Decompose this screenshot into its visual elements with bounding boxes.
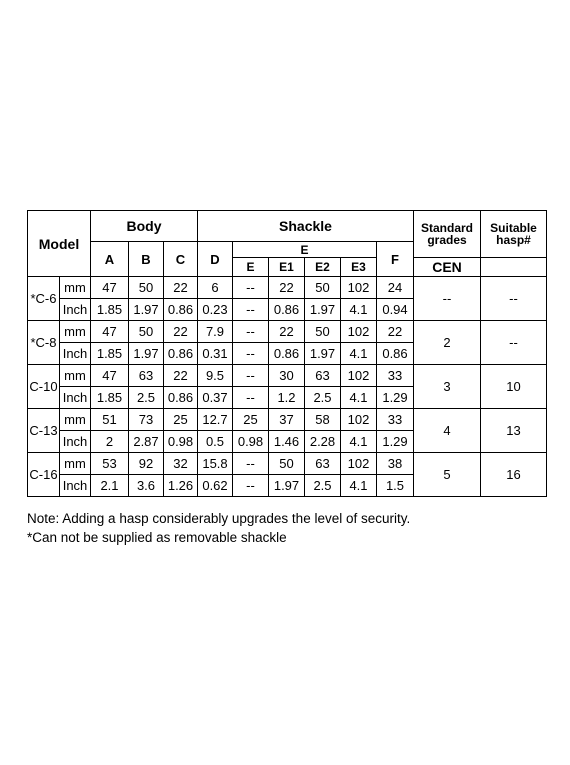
- col-c-header: C: [164, 242, 198, 277]
- value-cell: 0.31: [198, 343, 233, 365]
- value-cell: 1.97: [305, 343, 341, 365]
- value-cell: 22: [377, 321, 414, 343]
- value-cell: --: [233, 387, 269, 409]
- hasp-cell: 13: [481, 409, 547, 453]
- value-cell: 63: [305, 453, 341, 475]
- value-cell: 4.1: [341, 475, 377, 497]
- value-cell: 102: [341, 321, 377, 343]
- value-cell: --: [233, 299, 269, 321]
- col-f-header: F: [377, 242, 414, 277]
- value-cell: 0.5: [198, 431, 233, 453]
- value-cell: 15.8: [198, 453, 233, 475]
- note-removable-shackle: *Can not be supplied as removable shackle: [27, 530, 287, 545]
- value-cell: 25: [164, 409, 198, 431]
- value-cell: 22: [164, 277, 198, 299]
- value-cell: 50: [269, 453, 305, 475]
- table-row: [28, 409, 547, 431]
- value-cell: 38: [377, 453, 414, 475]
- value-cell: 47: [91, 365, 129, 387]
- unit-cell: mm: [60, 365, 91, 387]
- value-cell: 102: [341, 277, 377, 299]
- value-cell: 50: [305, 277, 341, 299]
- value-cell: 1.5: [377, 475, 414, 497]
- value-cell: 1.85: [91, 299, 129, 321]
- value-cell: 22: [269, 277, 305, 299]
- value-cell: 1.46: [269, 431, 305, 453]
- value-cell: 47: [91, 321, 129, 343]
- cen-grade-cell: 4: [414, 409, 481, 453]
- value-cell: 1.29: [377, 387, 414, 409]
- value-cell: 2: [91, 431, 129, 453]
- value-cell: 1.26: [164, 475, 198, 497]
- specification-table: [27, 210, 547, 497]
- value-cell: 50: [129, 277, 164, 299]
- value-cell: 2.28: [305, 431, 341, 453]
- col-e1-header: E1: [269, 258, 305, 277]
- unit-cell: Inch: [60, 475, 91, 497]
- suitable-hasp-header: Suitable hasp#: [481, 211, 547, 258]
- value-cell: 2.5: [129, 387, 164, 409]
- value-cell: 102: [341, 365, 377, 387]
- empty-cell: [481, 258, 547, 277]
- col-a-header: A: [91, 242, 129, 277]
- value-cell: 0.86: [164, 387, 198, 409]
- table-row: [28, 453, 547, 475]
- model-name-cell: C-13: [28, 409, 60, 453]
- value-cell: 9.5: [198, 365, 233, 387]
- value-cell: 50: [305, 321, 341, 343]
- col-b-header: B: [129, 242, 164, 277]
- value-cell: 0.62: [198, 475, 233, 497]
- value-cell: 22: [269, 321, 305, 343]
- hasp-cell: --: [481, 321, 547, 365]
- table-row: [28, 321, 547, 343]
- value-cell: 2.87: [129, 431, 164, 453]
- value-cell: 22: [164, 365, 198, 387]
- value-cell: 0.86: [269, 343, 305, 365]
- model-header: Model: [28, 211, 91, 277]
- model-name-cell: C-10: [28, 365, 60, 409]
- shackle-header: Shackle: [198, 211, 414, 242]
- value-cell: 0.86: [377, 343, 414, 365]
- col-e-group-header: E: [233, 242, 377, 258]
- value-cell: 102: [341, 409, 377, 431]
- value-cell: 7.9: [198, 321, 233, 343]
- value-cell: --: [233, 343, 269, 365]
- unit-cell: mm: [60, 321, 91, 343]
- value-cell: 53: [91, 453, 129, 475]
- unit-cell: Inch: [60, 387, 91, 409]
- value-cell: 1.97: [129, 343, 164, 365]
- table-body: [28, 211, 547, 497]
- unit-cell: Inch: [60, 431, 91, 453]
- value-cell: 6: [198, 277, 233, 299]
- value-cell: 0.86: [269, 299, 305, 321]
- value-cell: 1.97: [129, 299, 164, 321]
- value-cell: --: [233, 453, 269, 475]
- value-cell: --: [233, 321, 269, 343]
- value-cell: 3.6: [129, 475, 164, 497]
- value-cell: 1.2: [269, 387, 305, 409]
- cen-grade-cell: 2: [414, 321, 481, 365]
- value-cell: 2.5: [305, 387, 341, 409]
- value-cell: 30: [269, 365, 305, 387]
- value-cell: 47: [91, 277, 129, 299]
- model-name-cell: *C-8: [28, 321, 60, 365]
- value-cell: 63: [129, 365, 164, 387]
- model-name-cell: C-16: [28, 453, 60, 497]
- value-cell: 50: [129, 321, 164, 343]
- unit-cell: Inch: [60, 343, 91, 365]
- value-cell: 4.1: [341, 343, 377, 365]
- value-cell: 0.94: [377, 299, 414, 321]
- value-cell: 22: [164, 321, 198, 343]
- value-cell: 58: [305, 409, 341, 431]
- hasp-cell: --: [481, 277, 547, 321]
- unit-cell: mm: [60, 277, 91, 299]
- body-header: Body: [91, 211, 198, 242]
- value-cell: 0.23: [198, 299, 233, 321]
- unit-cell: Inch: [60, 299, 91, 321]
- value-cell: 1.85: [91, 387, 129, 409]
- value-cell: 0.98: [164, 431, 198, 453]
- unit-cell: mm: [60, 453, 91, 475]
- value-cell: 25: [233, 409, 269, 431]
- col-e3-header: E3: [341, 258, 377, 277]
- cen-grade-cell: 5: [414, 453, 481, 497]
- value-cell: 63: [305, 365, 341, 387]
- col-e2-header: E2: [305, 258, 341, 277]
- value-cell: 37: [269, 409, 305, 431]
- value-cell: 12.7: [198, 409, 233, 431]
- cen-grade-cell: --: [414, 277, 481, 321]
- value-cell: --: [233, 365, 269, 387]
- table-row: [28, 277, 547, 299]
- note-hasp: Note: Adding a hasp considerably upgrades the level of security.: [27, 511, 411, 526]
- model-name-cell: *C-6: [28, 277, 60, 321]
- value-cell: 33: [377, 365, 414, 387]
- table-row: [28, 365, 547, 387]
- value-cell: 2.5: [305, 475, 341, 497]
- cen-header: CEN: [414, 258, 481, 277]
- value-cell: 4.1: [341, 431, 377, 453]
- value-cell: 4.1: [341, 387, 377, 409]
- value-cell: 4.1: [341, 299, 377, 321]
- value-cell: 92: [129, 453, 164, 475]
- col-d-header: D: [198, 242, 233, 277]
- value-cell: 24: [377, 277, 414, 299]
- value-cell: 1.97: [269, 475, 305, 497]
- value-cell: 32: [164, 453, 198, 475]
- hasp-cell: 16: [481, 453, 547, 497]
- cen-grade-cell: 3: [414, 365, 481, 409]
- header-row-1: [28, 211, 547, 242]
- value-cell: --: [233, 277, 269, 299]
- value-cell: 73: [129, 409, 164, 431]
- unit-cell: mm: [60, 409, 91, 431]
- value-cell: 0.98: [233, 431, 269, 453]
- value-cell: 1.29: [377, 431, 414, 453]
- value-cell: 33: [377, 409, 414, 431]
- value-cell: 102: [341, 453, 377, 475]
- hasp-cell: 10: [481, 365, 547, 409]
- value-cell: 1.97: [305, 299, 341, 321]
- col-e-header: E: [233, 258, 269, 277]
- notes: [27, 509, 410, 547]
- value-cell: 1.85: [91, 343, 129, 365]
- value-cell: 0.86: [164, 343, 198, 365]
- standard-grades-header: Standard grades: [414, 211, 481, 258]
- value-cell: --: [233, 475, 269, 497]
- value-cell: 2.1: [91, 475, 129, 497]
- value-cell: 51: [91, 409, 129, 431]
- value-cell: 0.37: [198, 387, 233, 409]
- value-cell: 0.86: [164, 299, 198, 321]
